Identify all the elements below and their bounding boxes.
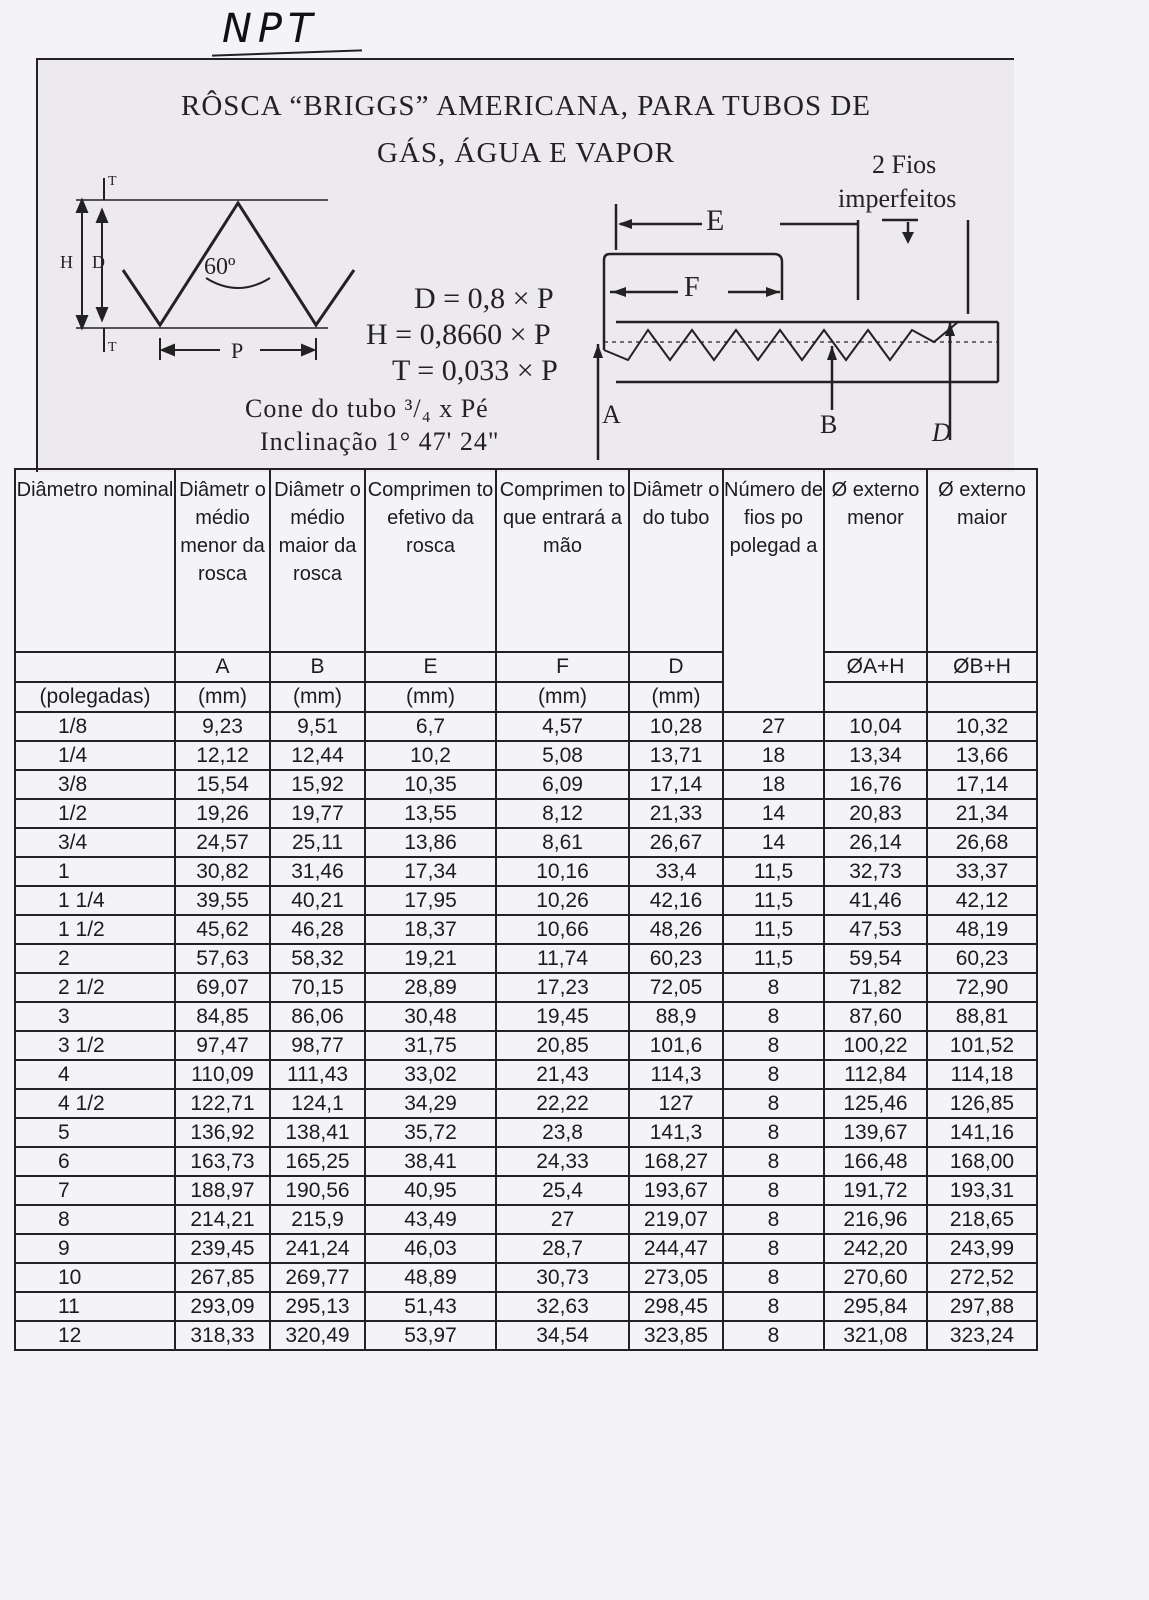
- table-cell: 100,22: [824, 1031, 927, 1060]
- table-cell: 10,66: [496, 915, 629, 944]
- table-row: [15, 828, 1037, 857]
- table-cell: 126,85: [927, 1089, 1037, 1118]
- table-cell: 13,86: [365, 828, 496, 857]
- table-cell: 40,21: [270, 886, 365, 915]
- table-cell: 270,60: [824, 1263, 927, 1292]
- table-cell: 27: [723, 712, 824, 741]
- table-cell: 273,05: [629, 1263, 723, 1292]
- table-cell: 243,99: [927, 1234, 1037, 1263]
- table-cell: 8,12: [496, 799, 629, 828]
- table-cell: 25,11: [270, 828, 365, 857]
- npt-table: [14, 468, 1036, 1351]
- table-cell: 47,53: [824, 915, 927, 944]
- table-cell: 34,29: [365, 1089, 496, 1118]
- table-cell: 13,34: [824, 741, 927, 770]
- table-cell: 124,1: [270, 1089, 365, 1118]
- table-unit-row: [15, 682, 1037, 712]
- table-cell: 101,52: [927, 1031, 1037, 1060]
- table-cell: 48,89: [365, 1263, 496, 1292]
- table-cell: 4,57: [496, 712, 629, 741]
- table-cell: 48,26: [629, 915, 723, 944]
- table-cell: 110,09: [175, 1060, 270, 1089]
- table-cell: 87,60: [824, 1002, 927, 1031]
- table-cell: 43,49: [365, 1205, 496, 1234]
- table-cell: 101,6: [629, 1031, 723, 1060]
- nominal-diameter-cell: 1 1/2: [15, 915, 175, 944]
- table-cell: 15,92: [270, 770, 365, 799]
- table-cell: 24,33: [496, 1147, 629, 1176]
- unit-cell: (mm): [496, 682, 629, 712]
- table-cell: 10,28: [629, 712, 723, 741]
- table-cell: 244,47: [629, 1234, 723, 1263]
- table-cell: 13,66: [927, 741, 1037, 770]
- table-cell: 8: [723, 1118, 824, 1147]
- table-cell: 32,73: [824, 857, 927, 886]
- col-header-b: Diâmetr o médio maior da rosca: [270, 469, 365, 652]
- unit-cell: (mm): [365, 682, 496, 712]
- table-row: [15, 1292, 1037, 1321]
- table-cell: 59,54: [824, 944, 927, 973]
- table-row: [15, 1176, 1037, 1205]
- nominal-diameter-cell: 2: [15, 944, 175, 973]
- unit-cell: (mm): [629, 682, 723, 712]
- table-row: [15, 1147, 1037, 1176]
- unit-cell: (mm): [270, 682, 365, 712]
- header-title-line1: RÔSCA “BRIGGS” AMERICANA, PARA TUBOS DE: [180, 90, 871, 122]
- col-header-a: Diâmetr o médio menor da rosca: [175, 469, 270, 652]
- table-cell: 168,27: [629, 1147, 723, 1176]
- table-row: [15, 944, 1037, 973]
- table-cell: 21,33: [629, 799, 723, 828]
- table-cell: 6,09: [496, 770, 629, 799]
- table-cell: 141,16: [927, 1118, 1037, 1147]
- nominal-diameter-cell: 4: [15, 1060, 175, 1089]
- nominal-diameter-cell: 7: [15, 1176, 175, 1205]
- table-cell: 321,08: [824, 1321, 927, 1350]
- table-cell: 14: [723, 799, 824, 828]
- nominal-diameter-cell: 2 1/2: [15, 973, 175, 1002]
- nominal-diameter-cell: 3/4: [15, 828, 175, 857]
- table-cell: 138,41: [270, 1118, 365, 1147]
- thread-angle: 60º: [204, 254, 236, 280]
- table-cell: 8: [723, 1321, 824, 1350]
- table-cell: 11,5: [723, 857, 824, 886]
- table-cell: 10,16: [496, 857, 629, 886]
- symbol-cell: B: [270, 652, 365, 682]
- nominal-diameter-cell: 3 1/2: [15, 1031, 175, 1060]
- table-row: [15, 741, 1037, 770]
- table-cell: 5,08: [496, 741, 629, 770]
- label-P: P: [231, 338, 244, 363]
- table-cell: 33,37: [927, 857, 1037, 886]
- nominal-diameter-cell: 8: [15, 1205, 175, 1234]
- table-row: [15, 770, 1037, 799]
- table-cell: 13,71: [629, 741, 723, 770]
- table-cell: 216,96: [824, 1205, 927, 1234]
- table-cell: 26,68: [927, 828, 1037, 857]
- table-cell: 24,57: [175, 828, 270, 857]
- table-cell: 21,34: [927, 799, 1037, 828]
- table-cell: 11,74: [496, 944, 629, 973]
- table-cell: 40,95: [365, 1176, 496, 1205]
- table-cell: 15,54: [175, 770, 270, 799]
- table-cell: 141,3: [629, 1118, 723, 1147]
- table-cell: 10,26: [496, 886, 629, 915]
- table-row: [15, 1031, 1037, 1060]
- table-cell: 71,82: [824, 973, 927, 1002]
- table-cell: 48,19: [927, 915, 1037, 944]
- table-cell: 38,41: [365, 1147, 496, 1176]
- table-cell: 127: [629, 1089, 723, 1118]
- nominal-diameter-cell: 12: [15, 1321, 175, 1350]
- table-cell: 13,55: [365, 799, 496, 828]
- table-cell: 10,32: [927, 712, 1037, 741]
- table-cell: 21,43: [496, 1060, 629, 1089]
- table-cell: 8: [723, 1089, 824, 1118]
- table-row: [15, 799, 1037, 828]
- formula-H: H = 0,8660 × P: [366, 318, 551, 351]
- unit-cell: (polegadas): [15, 682, 175, 712]
- inclination-text: Inclinação 1° 47' 24": [260, 427, 500, 456]
- table-cell: 57,63: [175, 944, 270, 973]
- table-cell: 51,43: [365, 1292, 496, 1321]
- nominal-diameter-cell: 4 1/2: [15, 1089, 175, 1118]
- table-cell: 136,92: [175, 1118, 270, 1147]
- nominal-diameter-cell: 9: [15, 1234, 175, 1263]
- table-cell: 60,23: [629, 944, 723, 973]
- table-row: [15, 1321, 1037, 1350]
- table-cell: 23,8: [496, 1118, 629, 1147]
- table-cell: 122,71: [175, 1089, 270, 1118]
- table-cell: 125,46: [824, 1089, 927, 1118]
- table-row: [15, 1060, 1037, 1089]
- nominal-diameter-cell: 3: [15, 1002, 175, 1031]
- nominal-diameter-cell: 1/4: [15, 741, 175, 770]
- table-cell: 46,03: [365, 1234, 496, 1263]
- label-B: B: [820, 410, 838, 439]
- table-cell: 17,14: [927, 770, 1037, 799]
- table-cell: 293,09: [175, 1292, 270, 1321]
- table-cell: 19,21: [365, 944, 496, 973]
- table-cell: 8: [723, 1234, 824, 1263]
- table-cell: 42,16: [629, 886, 723, 915]
- table-cell: 17,23: [496, 973, 629, 1002]
- table-cell: 39,55: [175, 886, 270, 915]
- label-A: A: [602, 400, 621, 429]
- table-cell: 139,67: [824, 1118, 927, 1147]
- unit-cell: (mm): [175, 682, 270, 712]
- table-cell: 17,14: [629, 770, 723, 799]
- table-cell: 28,7: [496, 1234, 629, 1263]
- table-row: [15, 1263, 1037, 1292]
- table-cell: 31,75: [365, 1031, 496, 1060]
- table-cell: 8: [723, 1002, 824, 1031]
- cone-text: Cone do tubo ³/₄ x Pé: [245, 394, 489, 423]
- nominal-diameter-cell: 6: [15, 1147, 175, 1176]
- table-cell: 8: [723, 1263, 824, 1292]
- table-cell: 88,81: [927, 1002, 1037, 1031]
- table-cell: 114,18: [927, 1060, 1037, 1089]
- table-row: [15, 1118, 1037, 1147]
- table-cell: 98,77: [270, 1031, 365, 1060]
- table-cell: 267,85: [175, 1263, 270, 1292]
- table-cell: 10,35: [365, 770, 496, 799]
- col-header-threads: Número de fios po polegad a: [723, 469, 824, 712]
- symbol-cell: [15, 652, 175, 682]
- table-cell: 168,00: [927, 1147, 1037, 1176]
- col-header-nominal: Diâmetro nominal: [15, 469, 175, 652]
- table-cell: 58,32: [270, 944, 365, 973]
- table-cell: 8: [723, 1147, 824, 1176]
- table-cell: 218,65: [927, 1205, 1037, 1234]
- table-cell: 242,20: [824, 1234, 927, 1263]
- table-cell: 8,61: [496, 828, 629, 857]
- col-header-e: Comprimen to efetivo da rosca: [365, 469, 496, 652]
- col-header-ext-max: Ø externo maior: [927, 469, 1037, 652]
- table-cell: 22,22: [496, 1089, 629, 1118]
- table-cell: 111,43: [270, 1060, 365, 1089]
- symbol-cell: F: [496, 652, 629, 682]
- nominal-diameter-cell: 1: [15, 857, 175, 886]
- table-cell: 14: [723, 828, 824, 857]
- nominal-diameter-cell: 5: [15, 1118, 175, 1147]
- label-F: F: [684, 272, 700, 303]
- col-header-f: Comprimen to que entrará a mão: [496, 469, 629, 652]
- table-cell: 18,37: [365, 915, 496, 944]
- table-cell: 219,07: [629, 1205, 723, 1234]
- imperfect-threads-line1: 2 Fios: [872, 150, 937, 179]
- table-cell: 33,02: [365, 1060, 496, 1089]
- formula-D: D = 0,8 × P: [414, 282, 554, 315]
- table-cell: 30,73: [496, 1263, 629, 1292]
- unit-cell: [824, 682, 927, 712]
- table-cell: 20,85: [496, 1031, 629, 1060]
- table-cell: 31,46: [270, 857, 365, 886]
- table-cell: 9,23: [175, 712, 270, 741]
- table-cell: 35,72: [365, 1118, 496, 1147]
- nominal-diameter-cell: 3/8: [15, 770, 175, 799]
- label-D: D: [92, 252, 105, 272]
- table-cell: 60,23: [927, 944, 1037, 973]
- table-cell: 32,63: [496, 1292, 629, 1321]
- table-cell: 320,49: [270, 1321, 365, 1350]
- table-cell: 6,7: [365, 712, 496, 741]
- table-cell: 112,84: [824, 1060, 927, 1089]
- table-cell: 17,34: [365, 857, 496, 886]
- nominal-diameter-cell: 1/2: [15, 799, 175, 828]
- table-cell: 26,67: [629, 828, 723, 857]
- table-body: [15, 712, 1037, 1350]
- table-cell: 72,05: [629, 973, 723, 1002]
- table-cell: 114,3: [629, 1060, 723, 1089]
- table-cell: 298,45: [629, 1292, 723, 1321]
- table-cell: 70,15: [270, 973, 365, 1002]
- table-cell: 272,52: [927, 1263, 1037, 1292]
- nominal-diameter-cell: 10: [15, 1263, 175, 1292]
- table-cell: 190,56: [270, 1176, 365, 1205]
- table-cell: 72,90: [927, 973, 1037, 1002]
- table-cell: 11,5: [723, 944, 824, 973]
- table-cell: 8: [723, 1205, 824, 1234]
- symbol-cell: ØA+H: [824, 652, 927, 682]
- table-row: [15, 857, 1037, 886]
- header-section: [36, 58, 1014, 472]
- table-cell: 88,9: [629, 1002, 723, 1031]
- table-cell: 46,28: [270, 915, 365, 944]
- table-cell: 18: [723, 741, 824, 770]
- table-cell: 19,77: [270, 799, 365, 828]
- table-cell: 8: [723, 1292, 824, 1321]
- handwritten-title: NPT: [222, 6, 319, 52]
- table-row: [15, 886, 1037, 915]
- table-cell: 241,24: [270, 1234, 365, 1263]
- table-cell: 8: [723, 973, 824, 1002]
- table-cell: 97,47: [175, 1031, 270, 1060]
- symbol-cell: ØB+H: [927, 652, 1037, 682]
- table-cell: 214,21: [175, 1205, 270, 1234]
- table-cell: 84,85: [175, 1002, 270, 1031]
- table-cell: 11,5: [723, 915, 824, 944]
- table-cell: 34,54: [496, 1321, 629, 1350]
- unit-cell: [927, 682, 1037, 712]
- table-cell: 10,04: [824, 712, 927, 741]
- label-T-bottom: T: [108, 340, 117, 355]
- table-cell: 9,51: [270, 712, 365, 741]
- table-cell: 11,5: [723, 886, 824, 915]
- table-row: [15, 1205, 1037, 1234]
- col-header-ext-min: Ø externo menor: [824, 469, 927, 652]
- imperfect-threads-line2: imperfeitos: [838, 184, 957, 213]
- table-row: [15, 1234, 1037, 1263]
- nominal-diameter-cell: 1 1/4: [15, 886, 175, 915]
- table-cell: 295,13: [270, 1292, 365, 1321]
- table-cell: 8: [723, 1176, 824, 1205]
- table-cell: 165,25: [270, 1147, 365, 1176]
- table-cell: 323,24: [927, 1321, 1037, 1350]
- symbol-cell: D: [629, 652, 723, 682]
- table-cell: 17,95: [365, 886, 496, 915]
- table-cell: 239,45: [175, 1234, 270, 1263]
- table-cell: 33,4: [629, 857, 723, 886]
- table-cell: 295,84: [824, 1292, 927, 1321]
- table-cell: 191,72: [824, 1176, 927, 1205]
- table-row: [15, 1089, 1037, 1118]
- formula-T: T = 0,033 × P: [392, 354, 558, 387]
- table-cell: 297,88: [927, 1292, 1037, 1321]
- table-row: [15, 712, 1037, 741]
- thread-diagram: [38, 60, 1014, 472]
- table-cell: 269,77: [270, 1263, 365, 1292]
- table-cell: 18: [723, 770, 824, 799]
- table-cell: 20,83: [824, 799, 927, 828]
- table-cell: 19,26: [175, 799, 270, 828]
- table-cell: 318,33: [175, 1321, 270, 1350]
- label-H: H: [60, 252, 73, 272]
- table-cell: 163,73: [175, 1147, 270, 1176]
- symbol-cell: E: [365, 652, 496, 682]
- label-E: E: [706, 204, 725, 237]
- table-cell: 69,07: [175, 973, 270, 1002]
- table-row: [15, 973, 1037, 1002]
- header-title-line2: GÁS, ÁGUA E VAPOR: [377, 137, 675, 169]
- table-cell: 166,48: [824, 1147, 927, 1176]
- table-cell: 25,4: [496, 1176, 629, 1205]
- table-symbol-row: [15, 652, 1037, 682]
- table-cell: 30,48: [365, 1002, 496, 1031]
- table-cell: 26,14: [824, 828, 927, 857]
- table-cell: 45,62: [175, 915, 270, 944]
- label-D-pipe: D: [932, 418, 951, 447]
- table-row: [15, 1002, 1037, 1031]
- table-cell: 30,82: [175, 857, 270, 886]
- table-cell: 86,06: [270, 1002, 365, 1031]
- table-cell: 42,12: [927, 886, 1037, 915]
- table-header-row: [15, 469, 1037, 652]
- table-cell: 27: [496, 1205, 629, 1234]
- nominal-diameter-cell: 11: [15, 1292, 175, 1321]
- table-cell: 12,12: [175, 741, 270, 770]
- label-T-top: T: [108, 174, 117, 189]
- symbol-cell: A: [175, 652, 270, 682]
- table-cell: 188,97: [175, 1176, 270, 1205]
- table-cell: 193,31: [927, 1176, 1037, 1205]
- table-cell: 323,85: [629, 1321, 723, 1350]
- table-row: [15, 915, 1037, 944]
- table-cell: 41,46: [824, 886, 927, 915]
- table-cell: 8: [723, 1031, 824, 1060]
- table-cell: 53,97: [365, 1321, 496, 1350]
- table-cell: 10,2: [365, 741, 496, 770]
- table-cell: 19,45: [496, 1002, 629, 1031]
- col-header-d: Diâmetr o do tubo: [629, 469, 723, 652]
- table-cell: 215,9: [270, 1205, 365, 1234]
- table-cell: 193,67: [629, 1176, 723, 1205]
- table-cell: 28,89: [365, 973, 496, 1002]
- table-cell: 16,76: [824, 770, 927, 799]
- nominal-diameter-cell: 1/8: [15, 712, 175, 741]
- table-cell: 12,44: [270, 741, 365, 770]
- table-cell: 8: [723, 1060, 824, 1089]
